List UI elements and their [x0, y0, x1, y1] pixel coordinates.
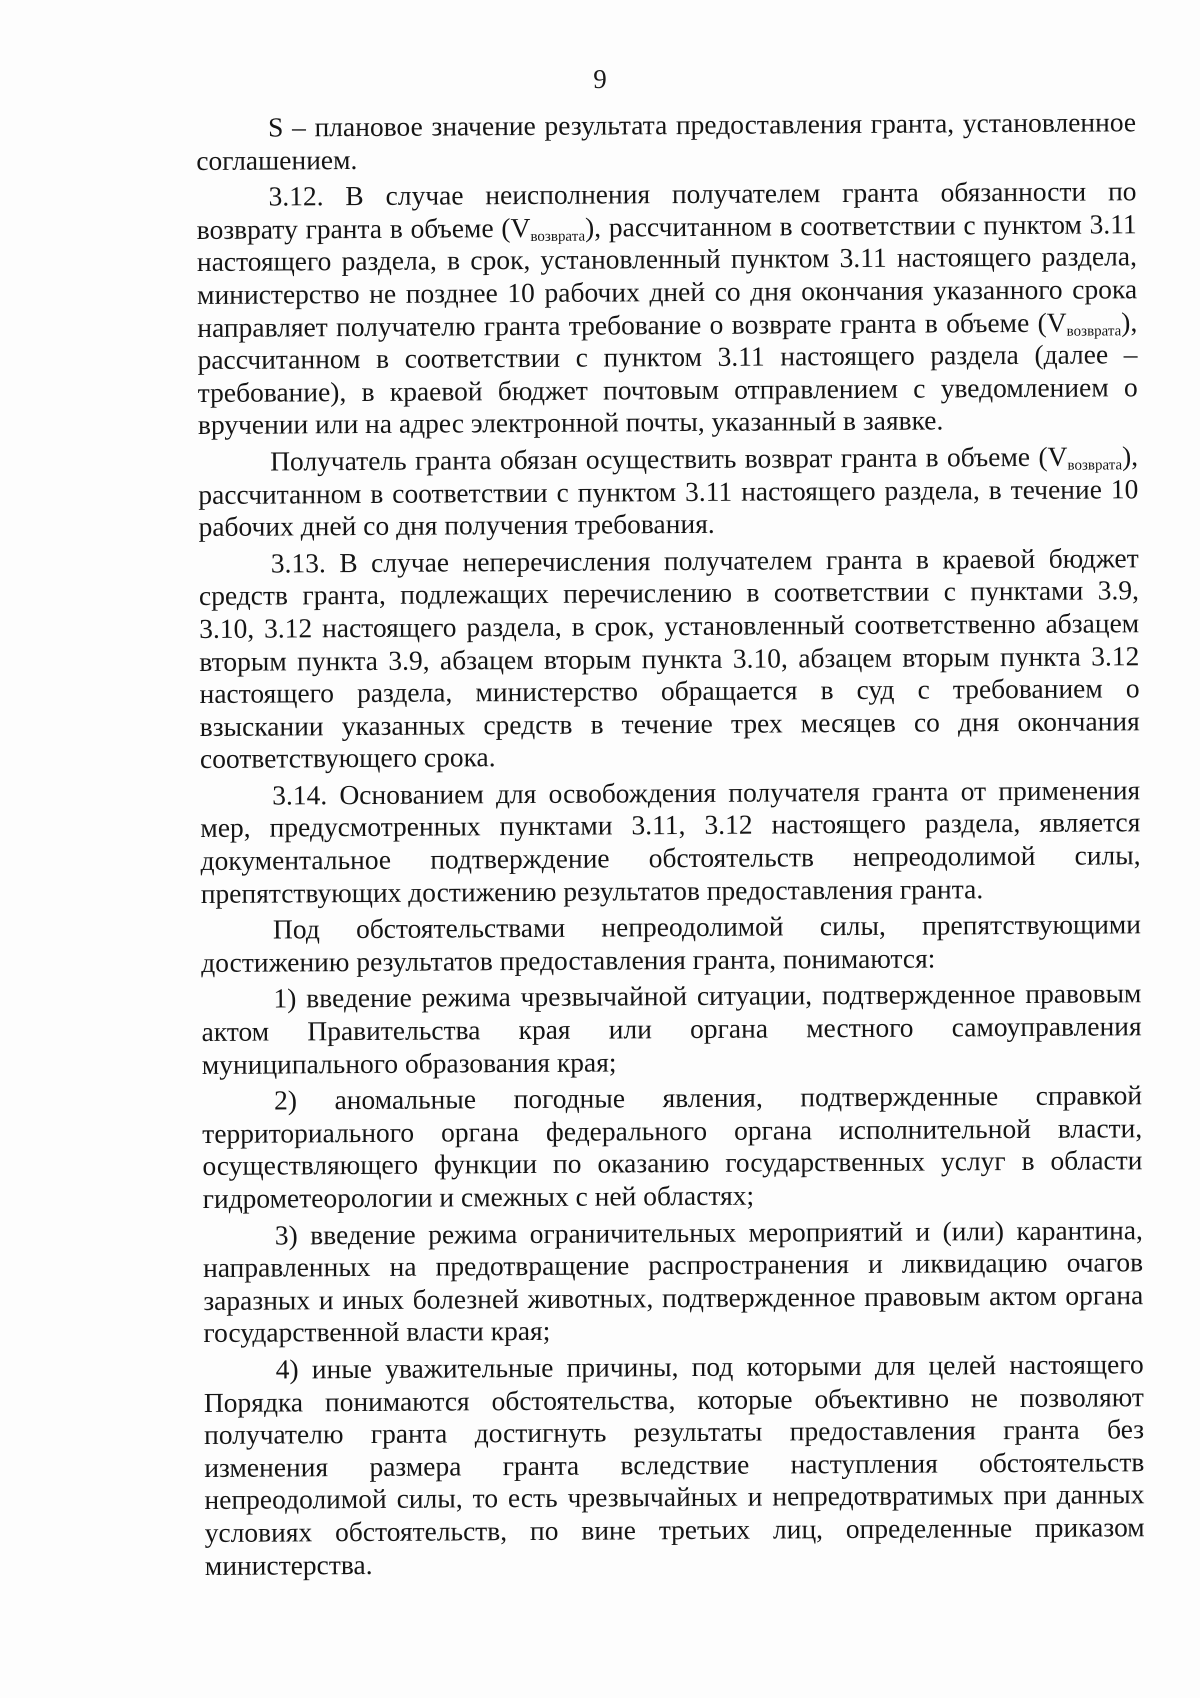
paragraph-text: 4) иные уважительные причины, под которыми для целей настоящего Порядка понимаются обстоятельства, которые объективно не позволяют получателю гранта достигнуть результаты предоставления гранта без изменения размера гранта вследствие наступления обстоятельств непреодолимой силы, то есть чрезвычайных и непредотвратимых при данных условиях обстоятельств, по вине третьих лиц, определенные приказом министерства.: [203, 1348, 1145, 1581]
paragraph-3-14: [200, 774, 1141, 910]
paragraph-s-definition: [196, 106, 1136, 177]
page-number: 9: [593, 64, 607, 94]
paragraph-text: ), рассчитанном в соответствии с пунктом 3.11 настоящего раздела, в срок, установленный пунктом 3.11 настоящего раздела, министерство не позднее 10 рабочих дней со дня окончания указанного срока направляет получателю гранта требование о возврате гранта в объеме (V: [196, 208, 1138, 343]
paragraph-text: 3.13. В случае неперечисления получателем гранта в краевой бюджет средств гранта, подлежащих перечислению в соответствии с пунктами 3.9, 3.10, 3.12 настоящего раздела, в срок, установленный соответственно абзацем вторым пункта 3.9, абзацем вторым пункта 3.10, абзацем вторым пункта 3.12 настоящего раздела, министерство обращается в суд с требованием о взыскании указанных средств в течение трех месяцев со дня окончания соответствующего срока.: [198, 541, 1140, 775]
subscript-return: возврата: [530, 228, 586, 245]
paragraph-text: 3) введение режима ограничительных мероприятий и (или) карантина, направленных на предотвращение распространения и ликвидацию очагов заразных и иных болезней животных, подтвержденное правовым актом органа государственной власти края;: [202, 1213, 1144, 1349]
paragraph-text: Получатель гранта обязан осуществить возврат гранта в объеме (V: [270, 440, 1068, 477]
paragraph-text: 3.12. В случае неисполнения получателем гранта обязанности по возврату гранта в объеме (V: [196, 175, 1137, 245]
list-item-3: [203, 1214, 1144, 1350]
list-item-1: [201, 978, 1142, 1082]
subscript-return: возврата: [1067, 457, 1123, 474]
paragraph-recipient-obligation: [198, 440, 1139, 544]
paragraph-force-majeure-intro: [201, 908, 1141, 979]
paragraph-text: 2) аномальные погодные явления, подтвержденные справкой территориального органа федерального органа исполнительной власти, осуществляющего функции по оказанию государственных услуг в области гидрометеорологии и смежных с ней областях;: [202, 1079, 1143, 1214]
paragraph-text: 3.14. Основанием для освобождения получателя гранта от применения мер, предусмотренных пунктами 3.11, 3.12 настоящего раздела, является документальное подтверждение обстоятельств непреодолимой силы, препятствующих достижению результатов предоставления гранта.: [200, 774, 1141, 909]
list-item-2: [202, 1079, 1143, 1215]
document-body: [196, 106, 1145, 1582]
paragraph-3-12: [196, 175, 1138, 441]
paragraph-text: 1) введение режима чрезвычайной ситуации, подтвержденное правовым актом Правительства края или органа местного самоуправления муниципального образования края;: [201, 977, 1142, 1080]
paragraph-text: S – плановое значение результата предоставления гранта, установленное соглашением.: [196, 106, 1137, 176]
list-item-4: [204, 1348, 1145, 1582]
paragraph-text: ), рассчитанном в соответствии с пунктом 3.11 настоящего раздела, в течение 10 рабочих дней со дня получения требования.: [198, 440, 1139, 543]
paragraph-text: Под обстоятельствами непреодолимой силы, препятствующими достижению результатов предоставления гранта, понимаются:: [201, 908, 1142, 978]
subscript-return: возврата: [1066, 322, 1122, 340]
paragraph-3-13: [199, 542, 1140, 776]
paragraph-text: ), рассчитанном в соответствии с пунктом 3.11 настоящего раздела (далее – требование), в краевой бюджет почтовым отправлением с уведомлением о вручении или на адрес электронной почты, указанный в заявке.: [197, 305, 1138, 441]
